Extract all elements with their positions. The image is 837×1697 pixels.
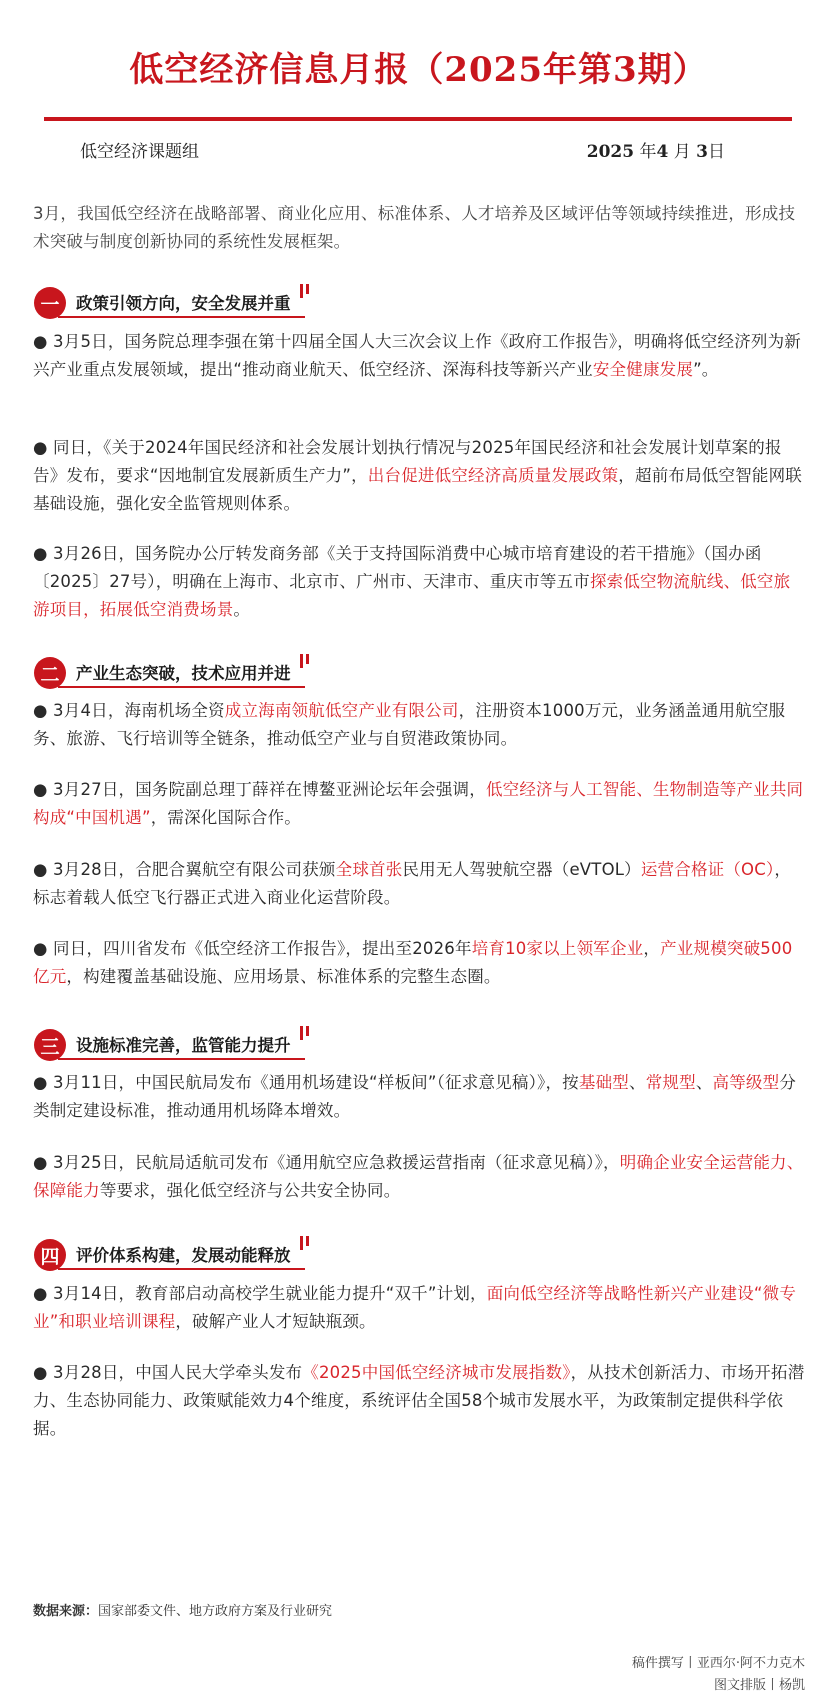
news-item: ● 3月28日，中国人民大学牵头发布《2025中国低空经济城市发展指数》，从技术创新活力、市场开拓潜力、生态协同能力、政策赋能效力4个维度，系统评估全国58个城市发展水平，为政策制定提供科学依据。 xyxy=(33,1363,805,1438)
report-title: 低空经济信息月报（2025年第3期） xyxy=(129,50,708,90)
section-badge: 一 xyxy=(34,287,66,319)
section-heading-3 xyxy=(34,1030,305,1060)
news-item: ● 3月11日，中国民航局发布《通用机场建设“样板间”（征求意见稿）》，按基础型、常规型、高等级型分类制定建设标准，推动通用机场降本增效。 xyxy=(33,1073,797,1120)
section-heading-2 xyxy=(34,658,305,688)
news-item: ● 同日，四川省发布《低空经济工作报告》，提出至2026年培育10家以上领军企业，产业规模突破500亿元，构建覆盖基础设施、应用场景、标准体系的完整生态圈。 xyxy=(33,939,793,986)
news-item: ● 3月25日，民航局适航司发布《通用航空应急救援运营指南（征求意见稿）》，明确企业安全运营能力、保障能力等要求，强化低空经济与公共安全协同。 xyxy=(33,1153,804,1200)
section-heading-1 xyxy=(34,288,305,318)
decor-bars xyxy=(300,1236,309,1250)
news-item: ● 3月27日，国务院副总理丁薛祥在博鳌亚洲论坛年会强调，低空经济与人工智能、生物制造等产业共同构成“中国机遇”，需深化国际合作。 xyxy=(33,780,804,827)
author-org: 低空经济课题组 xyxy=(80,142,199,162)
decor-bars xyxy=(300,1026,309,1040)
section-title: 产业生态突破，技术应用并进 xyxy=(76,664,291,683)
news-item: ● 3月14日，教育部启动高校学生就业能力提升“双千”计划，面向低空经济等战略性新兴产业建设“微专业”和职业培训课程，破解产业人才短缺瓶颈。 xyxy=(33,1284,797,1331)
section-title: 评价体系构建，发展动能释放 xyxy=(76,1246,291,1265)
section-title: 政策引领方向，安全发展并重 xyxy=(76,294,291,313)
title-divider xyxy=(44,117,792,121)
decor-bars xyxy=(300,654,309,668)
section-heading-4 xyxy=(34,1240,305,1270)
section-badge: 三 xyxy=(34,1029,66,1061)
news-item: ● 同日，《关于2024年国民经济和社会发展计划执行情况与2025年国民经济和社会发展计划草案的报告》发布，要求“因地制宜发展新质生产力”，出台促进低空经济高质量发展政策，超前布局低空智能网联基础设施，强化安全监管规则体系。 xyxy=(33,438,802,513)
news-item: ● 3月26日，国务院办公厅转发商务部《关于支持国际消费中心城市培育建设的若干措施》（国办函〔2025〕27号），明确在上海市、北京市、广州市、天津市、重庆市等五市探索低空物流航线、低空旅游项目，拓展低空消费场景。 xyxy=(33,544,791,619)
data-source: 数据来源：国家部委文件、地方政府方案及行业研究 xyxy=(33,1604,333,1619)
news-item: ● 3月4日，海南机场全资成立海南领航低空产业有限公司，注册资本1000万元，业务涵盖通用航空服务、旅游、飞行培训等全链条，推动低空产业与自贸港政策协同。 xyxy=(33,701,786,748)
credit-layout: 图文排版丨杨凯 xyxy=(713,1678,805,1693)
credit-writer: 稿件撰写丨亚西尔·阿不力克木 xyxy=(631,1656,805,1671)
section-title: 设施标准完善，监管能力提升 xyxy=(76,1036,291,1055)
section-badge: 四 xyxy=(34,1239,66,1271)
publish-date: 2025 年4 月 3日 xyxy=(586,142,725,162)
section-badge: 二 xyxy=(34,657,66,689)
news-item: ● 3月28日，合肥合翼航空有限公司获颁全球首张民用无人驾驶航空器（eVTOL）运营合格证（OC），标志着载人低空飞行器正式进入商业化运营阶段。 xyxy=(33,860,792,907)
decor-bars xyxy=(300,284,309,298)
news-item: ● 3月5日，国务院总理李强在第十四届全国人大三次会议上作《政府工作报告》，明确将低空经济列为新兴产业重点发展领域，提出“推动商业航天、低空经济、深海科技等新兴产业安全健康发展”。 xyxy=(33,332,801,379)
intro-paragraph: 3月，我国低空经济在战略部署、商业化应用、标准体系、人才培养及区域评估等领域持续推进，形成技术突破与制度创新协同的系统性发展框架。 xyxy=(33,204,796,251)
